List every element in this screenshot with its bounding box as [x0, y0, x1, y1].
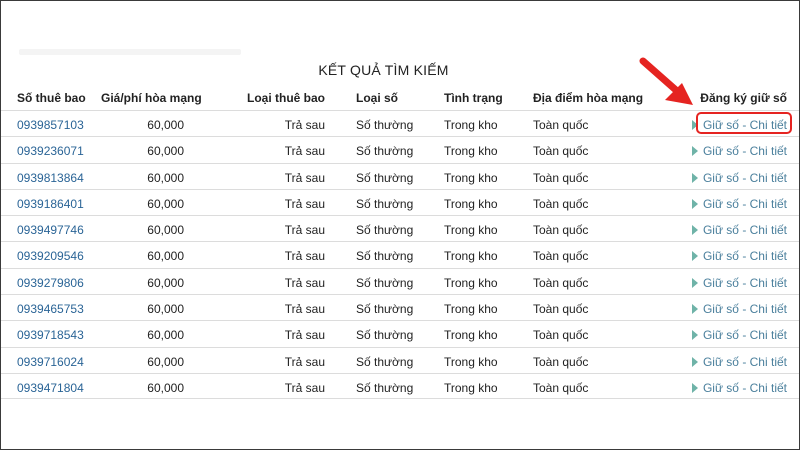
triangle-right-icon — [692, 225, 698, 235]
table-row — [1, 110, 799, 136]
col-header-price: Giá/phí hòa mạng — [101, 91, 202, 105]
hold-number-link[interactable]: Giữ số - Chi tiết — [651, 302, 787, 316]
results-table — [1, 110, 799, 399]
location-cell: Toàn quốc — [533, 118, 589, 132]
number-type-cell: Số thường — [356, 328, 414, 343]
status-cell: Trong kho — [444, 170, 498, 185]
table-row — [1, 136, 799, 162]
col-header-status: Tình trạng — [444, 91, 503, 105]
phone-number-link[interactable]: 0939209546 — [17, 249, 84, 264]
hold-number-link[interactable]: Giữ số - Chi tiết — [651, 118, 787, 132]
hold-number-link[interactable]: Giữ số - Chi tiết — [651, 171, 787, 185]
phone-number-link[interactable]: 0939497746 — [17, 223, 84, 238]
number-type-cell: Số thường — [356, 118, 414, 132]
location-cell: Toàn quốc — [533, 380, 589, 395]
location-cell: Toàn quốc — [533, 144, 589, 159]
subscription-type-cell: Trả sau — [284, 249, 325, 264]
location-cell: Toàn quốc — [533, 223, 589, 238]
hold-number-link[interactable]: Giữ số - Chi tiết — [651, 223, 787, 237]
hold-number-link[interactable]: Giữ số - Chi tiết — [651, 144, 787, 158]
triangle-right-icon — [692, 278, 698, 288]
triangle-right-icon — [692, 357, 698, 367]
status-cell: Trong kho — [444, 302, 498, 317]
col-header-subscription-type: Loại thuê bao — [247, 91, 325, 105]
triangle-right-icon — [692, 146, 698, 156]
number-type-cell: Số thường — [356, 302, 414, 317]
phone-number-link[interactable]: 0939718543 — [17, 328, 84, 343]
location-cell: Toàn quốc — [533, 275, 589, 290]
location-cell: Toàn quốc — [533, 354, 589, 369]
number-type-cell: Số thường — [356, 144, 414, 159]
triangle-right-icon — [692, 304, 698, 314]
price-cell: 60,000 — [147, 302, 184, 317]
hold-number-link[interactable]: Giữ số - Chi tiết — [651, 328, 787, 342]
phone-number-link[interactable]: 0939465753 — [17, 302, 84, 317]
col-header-register: Đăng ký giữ số — [700, 91, 787, 105]
triangle-right-icon — [692, 383, 698, 393]
table-row — [1, 163, 799, 189]
status-cell: Trong kho — [444, 328, 498, 343]
price-cell: 60,000 — [147, 144, 184, 159]
phone-number-link[interactable]: 0939236071 — [17, 144, 84, 159]
price-cell: 60,000 — [147, 380, 184, 395]
number-type-cell: Số thường — [356, 170, 414, 185]
price-cell: 60,000 — [147, 196, 184, 211]
hold-number-link[interactable]: Giữ số - Chi tiết — [651, 355, 787, 369]
number-type-cell: Số thường — [356, 275, 414, 290]
triangle-right-icon — [692, 199, 698, 209]
location-cell: Toàn quốc — [533, 249, 589, 264]
table-row — [1, 347, 799, 373]
triangle-right-icon — [692, 173, 698, 183]
hold-number-link[interactable]: Giữ số - Chi tiết — [651, 381, 787, 395]
price-cell: 60,000 — [147, 328, 184, 343]
price-cell: 60,000 — [147, 118, 184, 132]
col-header-number-type: Loại số — [356, 91, 399, 105]
number-type-cell: Số thường — [356, 249, 414, 264]
highlight-box — [696, 112, 792, 134]
subscription-type-cell: Trả sau — [284, 118, 325, 132]
location-cell: Toàn quốc — [533, 196, 589, 211]
subscription-type-cell: Trả sau — [284, 223, 325, 238]
phone-number-link[interactable]: 0939716024 — [17, 354, 84, 369]
status-cell: Trong kho — [444, 118, 498, 132]
hold-number-link[interactable]: Giữ số - Chi tiết — [651, 276, 787, 290]
col-header-number: Số thuê bao — [17, 91, 86, 105]
hold-number-link[interactable]: Giữ số - Chi tiết — [651, 249, 787, 263]
phone-number-link[interactable]: 0939279806 — [17, 275, 84, 290]
triangle-right-icon — [692, 330, 698, 340]
subscription-type-cell: Trả sau — [284, 275, 325, 290]
hold-number-link[interactable]: Giữ số - Chi tiết — [651, 197, 787, 211]
status-cell: Trong kho — [444, 223, 498, 238]
number-type-cell: Số thường — [356, 380, 414, 395]
number-type-cell: Số thường — [356, 223, 414, 238]
table-row — [1, 320, 799, 346]
phone-number-link[interactable]: 0939186401 — [17, 196, 84, 211]
status-cell: Trong kho — [444, 380, 498, 395]
table-row — [1, 373, 799, 399]
price-cell: 60,000 — [147, 170, 184, 185]
status-cell: Trong kho — [444, 275, 498, 290]
subscription-type-cell: Trả sau — [284, 328, 325, 343]
status-cell: Trong kho — [444, 144, 498, 159]
table-row — [1, 215, 799, 241]
table-row — [1, 189, 799, 215]
price-cell: 60,000 — [147, 354, 184, 369]
triangle-right-icon — [692, 251, 698, 261]
status-cell: Trong kho — [444, 196, 498, 211]
status-cell: Trong kho — [444, 249, 498, 264]
subscription-type-cell: Trả sau — [284, 380, 325, 395]
status-cell: Trong kho — [444, 354, 498, 369]
phone-number-link[interactable]: 0939857103 — [17, 118, 84, 132]
number-type-cell: Số thường — [356, 196, 414, 211]
page-title: KẾT QUẢ TÌM KIẾM — [318, 62, 449, 78]
price-cell: 60,000 — [147, 223, 184, 238]
subscription-type-cell: Trả sau — [284, 354, 325, 369]
number-type-cell: Số thường — [356, 354, 414, 369]
subscription-type-cell: Trả sau — [284, 144, 325, 159]
red-arrow-icon — [637, 55, 697, 111]
subscription-type-cell: Trả sau — [284, 170, 325, 185]
price-cell: 60,000 — [147, 275, 184, 290]
col-header-location: Địa điểm hòa mạng — [533, 91, 644, 105]
phone-number-link[interactable]: 0939813864 — [17, 170, 84, 185]
location-cell: Toàn quốc — [533, 170, 589, 185]
subscription-type-cell: Trả sau — [284, 196, 325, 211]
phone-number-link[interactable]: 0939471804 — [17, 380, 84, 395]
location-cell: Toàn quốc — [533, 302, 589, 317]
faint-divider — [19, 49, 241, 55]
table-row — [1, 241, 799, 267]
price-cell: 60,000 — [147, 249, 184, 264]
table-row — [1, 268, 799, 294]
subscription-type-cell: Trả sau — [284, 302, 325, 317]
table-row — [1, 294, 799, 320]
location-cell: Toàn quốc — [533, 328, 589, 343]
